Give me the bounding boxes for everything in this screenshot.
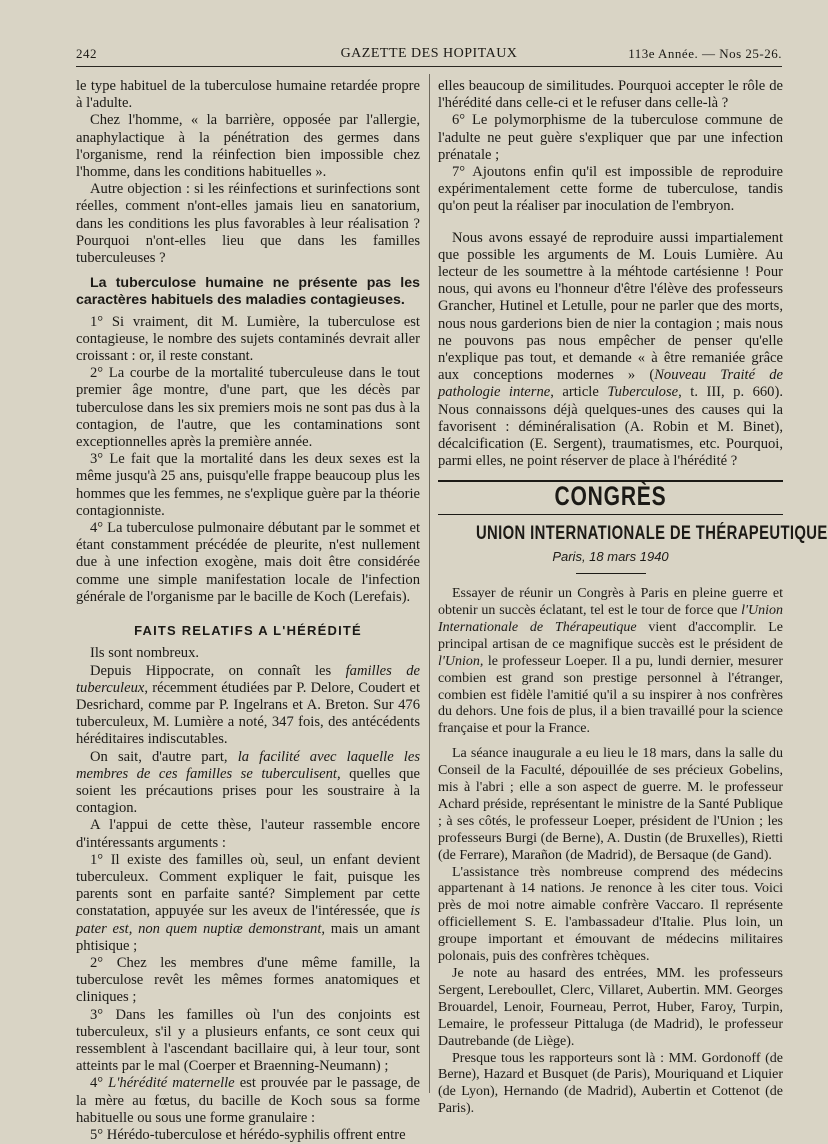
section-heading-heredite: FAITS RELATIFS A L'HÉRÉDITÉ [134, 623, 362, 639]
paragraph [438, 586, 783, 738]
text-run: , t. III, p. 660). Nous connaissons déjà quelques-unes des causes qui la favorisent : déminéralisation (A. Robin et M. Binet), décalcification (E. Sergent), traumatismes, etc. Pourquoi, parmi elles, ne point réserver de place à l'hérédité ? [438, 384, 783, 470]
place-date: Paris, 18 mars 1940 [552, 548, 669, 564]
paragraph: La séance inaugurale a eu lieu le 18 mars, dans la salle du Conseil de la Faculté, dépouillée de ses précieux Gobelins, mis à l'abri ; elle a son aspect de guerre. M. le professeur Achard préside, représentant le ministre de la Santé Publique ; à ses côtés, le professeur Loeper, président de l'Union ; les professeurs Burgi (de Berne), A. Dustin (de Bruxelles), Rietti (de Ferrare), Marañon (de Madrid), de Bersaque (de Gand). [438, 746, 783, 863]
page-header [76, 42, 782, 67]
paragraph: A l'appui de cette thèse, l'auteur rassemble encore d'intéressants arguments : [76, 817, 420, 851]
text-run: 4° [90, 1075, 109, 1092]
paragraph: Ils sont nombreux. [90, 645, 200, 662]
short-rule [576, 573, 646, 574]
union-title: UNION INTERNATIONALE DE THÉRAPEUTIQUE [475, 522, 828, 544]
text-run: 1° Il existe des familles où, seul, un enfant devient tuberculeux. Comment expliquer le fait, puisque les parents sont en parfaite santé? Simplement par cette constatation, appuyée sur les aveux de l'intéressée, que [76, 851, 420, 920]
section-rule [438, 514, 783, 515]
column-divider [429, 74, 430, 1093]
paragraph [76, 663, 420, 749]
paragraph: 1° Si vraiment, dit M. Lumière, la tuberculose est contagieuse, le nombre des sujets contaminés devrait aller croissant : or, il reste constant. [76, 313, 420, 365]
italic-run: Tuberculose [607, 384, 679, 401]
paragraph [76, 852, 420, 955]
italic-run: l'Union Internationale de Thérapeutique [438, 602, 783, 635]
paragraph: Presque tous les rapporteurs sont là : MM. Gordonoff (de Berne), Hazard et Busquet (de Paris), Mouriquand et Liquier (de Lyon), Hernando (de Madrid), Aubertin et Cottenot (de Paris). [438, 1050, 783, 1117]
text-run: est prouvée par le passage, de la mère au fœtus, du bacille de Koch sous sa forme habituelle ou sous une forme granulaire : [76, 1075, 421, 1126]
italic-run: familles de tuberculeux [76, 662, 420, 696]
paragraph: 5° Hérédo-tuberculose et hérédo-syphilis offrent entre [90, 1126, 406, 1143]
text-run: vient d'accomplir. Le principal artisan de ce magnifique succès est le président de [438, 619, 784, 652]
paragraph: Chez l'homme, « la barrière, opposée par l'allergie, anaphylactique à la pénétration des germes dans l'organisme, rend la réinfection bien impossible chez l'homme, dans les conditions habituelles ». [76, 112, 420, 181]
paragraph: 3° Dans les familles où l'un des conjoints est tuberculeux, s'il y a plusieurs enfants, ce sont ceux qui ressemblent à l'ascendant bacillaire qui, à leur tour, sont atteints par le mal (Coerper et Braenning-Neumann) ; [76, 1006, 420, 1075]
paragraph: Autre objection : si les réinfections et surinfections sont réelles, comment n'ont-elles jamais lieu en sanatorium, dans les conditions les plus favorables à leur réalisation ? Pourquoi n'ont-elles lieu que dans les familles tuberculeuses ? [76, 181, 420, 267]
text-run: , récemment étudiées par P. Delore, Coudert et Desrichard, comme par P. Ingelrans et A. Breton. Sur 476 tuberculeux, M. Lumière a noté, 347 fois, des antécédents héréditaires indiscutables. [76, 679, 420, 748]
journal-title: GAZETTE DES HOPITAUX [340, 46, 518, 61]
italic-run: is pater est, non quem nuptiæ demonstrant [76, 903, 420, 937]
paragraph: elles beaucoup de similitudes. Pourquoi accepter le rôle de l'hérédité dans celle-ci et le refuser dans celle-là ? [438, 78, 783, 112]
text-run: , quelles que soient les précautions prises pour les soustraire à la contagion. [76, 765, 420, 817]
text-run: le professeur Loeper. Il a pu, lundi dernier, mesurer combien est grand son prestige personnel à l'étranger, combien est fidèle l'amitié qu'il a su inspirer à nos confrères du dehors. Une fois de plus, il a bien travaillé pour la science française et pour la France. [438, 653, 783, 737]
section-heading-contagion: La tuberculose humaine ne présente pas les caractères habituels des maladies contagieuses. [76, 275, 420, 309]
text-run: Essayer de réunir un Congrès à Paris en pleine guerre et obtenir un succès éclatant, tel est le tour de force que [438, 586, 783, 618]
spacer [438, 738, 783, 746]
italic-run: l'Union, [438, 653, 484, 669]
italic-run: Nouveau Traité de pathologie interne [438, 367, 783, 401]
paragraph: 2° Chez les membres d'une même famille, la tuberculose revêt les mêmes formes anatomiques et cliniques ; [76, 954, 420, 1006]
congres-article [438, 586, 783, 1118]
italic-run: la facilité avec laquelle les membres de ces familles se tuberculisent [76, 748, 421, 782]
paragraph: 7° Ajoutons enfin qu'il est impossible de reproduire expérimentalement cette forme de tuberculose, tandis qu'on peut la réaliser par inoculation de l'embryon. [438, 164, 783, 215]
congres-title: CONGRÈS [554, 481, 667, 512]
right-column [438, 78, 828, 1117]
paragraph: 3° Le fait que la mortalité dans les deux sexes est la même jusqu'à 25 ans, puisqu'elle frappe beaucoup plus les hommes que les femmes, ne s'explique guère par la théorie contagionniste. [76, 451, 420, 519]
paragraph: le type habituel de la tuberculose humaine retardée propre à l'adulte. [76, 78, 420, 112]
text-run: Nous avons essayé de reproduire aussi impartialement que possible les arguments de M. Louis Lumière. Au lecteur de les soumettre à la méhtode cartésienne ! Pour nous, qui avons eu l'honneur d'être l'élève des professeurs Grancher, Hutinel et Letulle, pour ne parler que des morts, nous nous garderions bien de nier la contagion ; mais nous ne pouvons pas nous empêcher de penser qu'elle n'explique pas tout, et demande « à être remaniée grâce aux conceptions modernes » ( [438, 229, 783, 384]
paragraph [438, 230, 783, 471]
paragraph [76, 749, 420, 818]
paragraph: 4° La tuberculose pulmonaire débutant par le sommet et étant constamment précédée de pleurite, n'est nullement due à une infection exogène, mais doit être considérée comme une simple manifestation locale de l'infection générale de l'organisme par le bacille de Koch (Lerefais). [76, 520, 420, 605]
paragraph: Je note au hasard des entrées, MM. les professeurs Sergent, Lereboullet, Clerc, Villaret, Aubertin. MM. Georges Brouardel, Lenoir, Fourneau, Perrot, Huber, Faroy, Turpin, Lemaire, le professeur Pittaluga (de Madrid), le professeur Dautrebande (de Liège). [438, 966, 783, 1049]
paragraph: 6° Le polymorphisme de la tuberculose commune de l'adulte ne peut guère s'expliquer que par une infection prénatale ; [438, 112, 783, 163]
paragraph: L'assistance très nombreuse comprend des médecins appartenant à 14 nations. Je renonce à les citer tous. Voici près de moi notre aimable confrère Vaccaro. Il représente officiellement S. E. l'ambassadeur d'Italie. Plus loin, un groupe important et émouvant de médecins militaires polonais, puis des confrères tchèques. [438, 864, 783, 965]
spacer [438, 216, 783, 230]
text-run: Depuis Hippocrate, on connaît les [90, 662, 346, 679]
left-column [76, 78, 421, 1143]
text-run: , article [550, 384, 608, 401]
text-run: , mais un amant phtisique ; [76, 920, 420, 954]
italic-run: L'hérédité maternelle [108, 1075, 235, 1092]
page-number: 242 [76, 46, 97, 61]
paragraph [76, 1075, 420, 1127]
issue-info: 113e Année. — Nos 25-26. [628, 46, 782, 61]
text-run: On sait, d'autre part, [90, 748, 238, 765]
paragraph: 2° La courbe de la mortalité tuberculeuse dans le tout premier âge montre, d'une part, que les décès par tuberculose dans les six premiers mois ne sont pas dus à la contagion, de l'autre, que les contaminations sont exceptionnelles après la première année. [76, 365, 420, 451]
